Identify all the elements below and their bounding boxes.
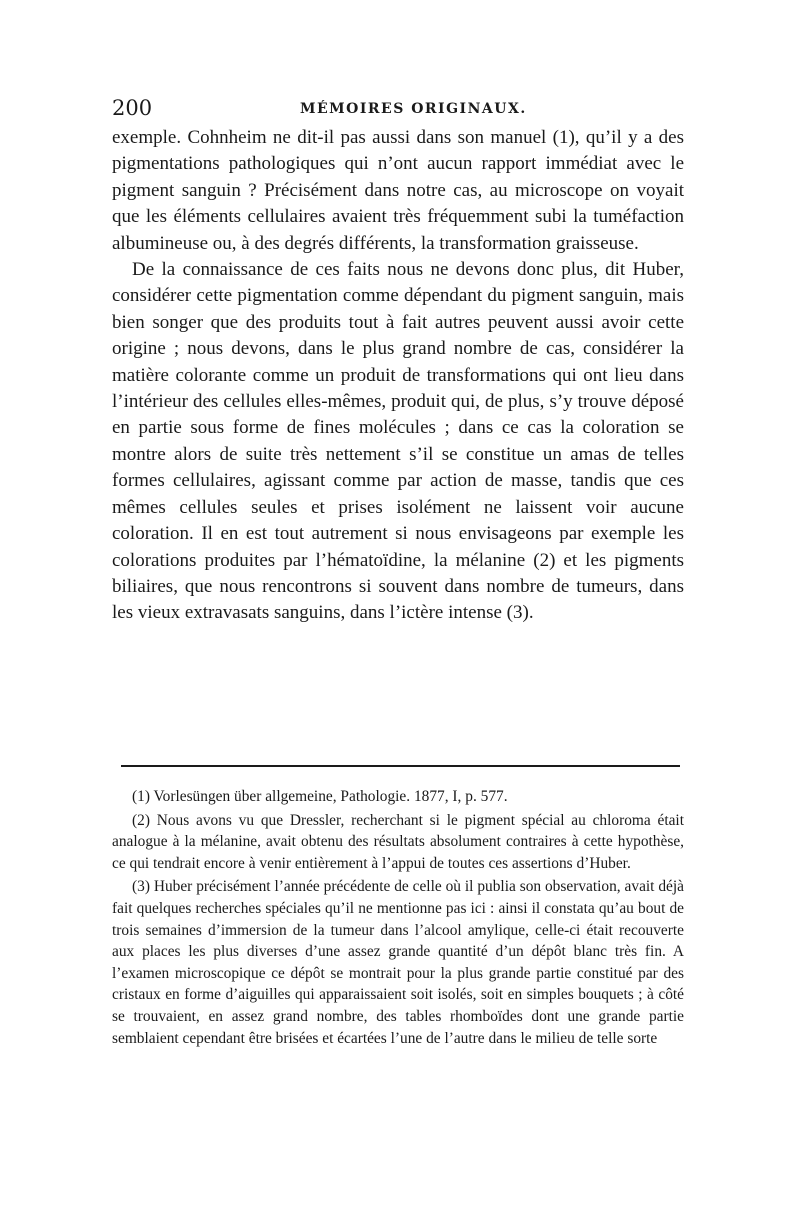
footnote-divider bbox=[121, 765, 680, 767]
footnotes bbox=[112, 786, 684, 1051]
paragraph: exemple. Cohnheim ne dit-il pas aussi dans son manuel (1), qu’il y a des pigmentations pathologiques qui n’ont aucun rapport immédiat avec le pigment sanguin ? Précisément dans notre cas, au microscope on voyait que les éléments cellulaires avaient très fréquemment subi la tuméfaction albumineuse ou, à des degrés différents, la transformation graisseuse. bbox=[112, 127, 684, 254]
page-header bbox=[112, 96, 684, 124]
page-number: 200 bbox=[112, 96, 153, 120]
footnote-1: (1) Vorlesüngen über allgemeine, Pathologie. 1877, I, p. 577. bbox=[132, 788, 508, 805]
footnote-2: (2) Nous avons vu que Dressler, recherchant si le pigment spécial au chloroma était analogue à la mélanine, avait obtenu des résultats absolument contraires à cette hypothèse, ce qui tendrait encore à venir entièrement à l’appui de toutes ces assertions d’Huber. bbox=[112, 811, 684, 872]
running-title: MÉMOIRES ORIGINAUX. bbox=[300, 101, 527, 117]
main-text bbox=[112, 125, 684, 627]
footnote-3: (3) Huber précisément l’année précédente de celle où il publia son observation, avait déjà fait quelques recherches spéciales qu’il ne mentionne pas ici : ainsi il constata qu’au bout de trois semaines d’immersion de la tumeur dans l’alcool amylique, celle-ci était recouverte aux places les plus diverses d’une assez grande quantité d’un dépôt blanc très fin. A l’examen microscopique ce dépôt se montrait pour la plus grande partie constitué par des cristaux en forme d’aiguilles qui apparaissaient soit isolés, soit en simples bouquets ; à côté se trouvaient, en assez grand nombre, des tables rhomboïdes dont une grande partie semblaient cependant être brisées et écartées l’une de l’autre dans le milieu de telle sorte bbox=[112, 878, 684, 1047]
paragraph: De la connaissance de ces faits nous ne devons donc plus, dit Huber, considérer cette pigmentation comme dépendant du pigment sanguin, mais bien songer que des produits tout à fait autres peuvent aussi avoir cette origine ; nous devons, dans le plus grand nombre de cas, considérer la matière colorante comme un produit de transformations qui ont lieu dans l’intérieur des cellules elles-mêmes, produit qui, de plus, s’y trouve déposé en partie sous forme de fines molécules ; dans ce cas la coloration se montre alors de suite très nettement s’il se constitue un amas de telles formes cellulaires, agissant comme par action de masse, tandis que ces mêmes cellules seules et prises isolément ne laissent voir aucune coloration. Il en est tout autrement si nous envisageons par exemple les colorations produites par l’hématoïdine, la mélanine (2) et les pigments biliaires, que nous rencontrons si souvent dans nombre de tumeurs, dans les vieux extravasats sanguins, dans l’ictère intense (3). bbox=[112, 259, 684, 624]
